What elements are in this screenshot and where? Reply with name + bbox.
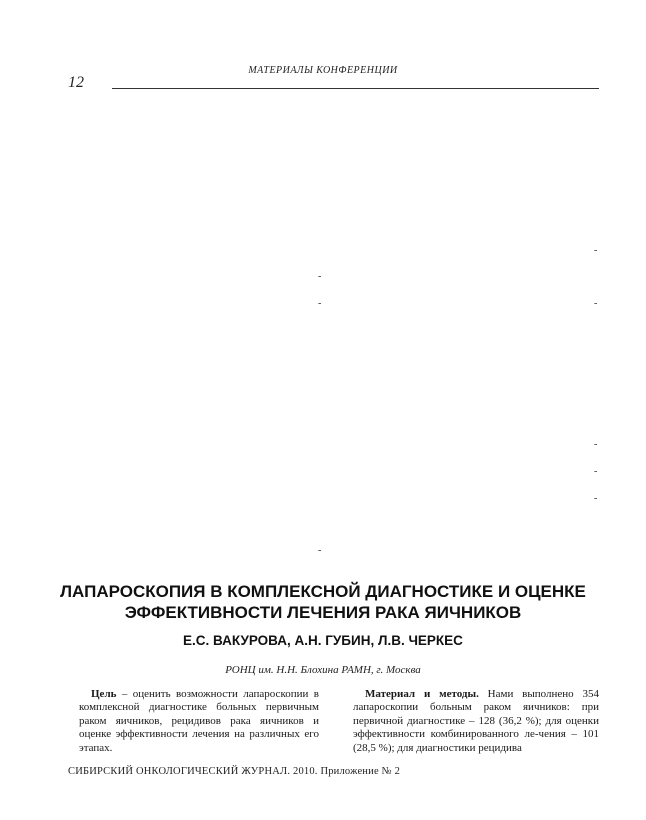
article-affiliation: РОНЦ им. Н.Н. Блохина РАМН, г. Москва: [225, 664, 421, 676]
article-title-line-2: ЭФФЕКТИВНОСТИ ЛЕЧЕНИЯ РАКА ЯИЧНИКОВ: [124, 603, 522, 622]
stray-mark: -: [318, 271, 322, 282]
methods-paragraph: [353, 688, 599, 755]
aim-text: – оценить возможности лапароскопии в комплексной диагностике больных первичным раком яичников, рецидивов рака яичников и оценке эффективности лечения на различных его этапах.: [79, 688, 319, 754]
left-column: [79, 688, 319, 755]
methods-lead: Материал и методы.: [365, 688, 479, 700]
stray-mark: -: [594, 493, 598, 504]
stray-mark: -: [594, 439, 598, 450]
journal-footer: СИБИРСКИЙ ОНКОЛОГИЧЕСКИЙ ЖУРНАЛ. 2010. Приложение № 2: [68, 766, 401, 777]
stray-mark: -: [318, 545, 322, 556]
methods-text: Нами выполнено 354 лапароскопии больным раком яичников: при первичной диагностике – 128 (36,2 %); для оценки эффективности комбинированного ле-чения – 101 (28,5 %); для диагностики рецидива: [353, 688, 599, 754]
stray-mark: -: [318, 298, 322, 309]
article-title: [40, 581, 606, 623]
header-rule: [112, 88, 599, 89]
article-title-line-1: ЛАПАРОСКОПИЯ В КОМПЛЕКСНОЙ ДИАГНОСТИКЕ И ОЦЕНКЕ: [60, 582, 586, 601]
aim-paragraph: [79, 688, 319, 755]
article-authors: Е.С. ВАКУРОВА, А.Н. ГУБИН, Л.В. ЧЕРКЕС: [183, 633, 463, 648]
page-number: 12: [68, 74, 84, 91]
aim-lead: Цель: [91, 688, 117, 700]
right-column: [353, 688, 599, 755]
stray-mark: -: [594, 245, 598, 256]
running-header-title: МАТЕРИАЛЫ КОНФЕРЕНЦИИ: [248, 65, 398, 76]
stray-mark: -: [594, 298, 598, 309]
stray-mark: -: [594, 466, 598, 477]
